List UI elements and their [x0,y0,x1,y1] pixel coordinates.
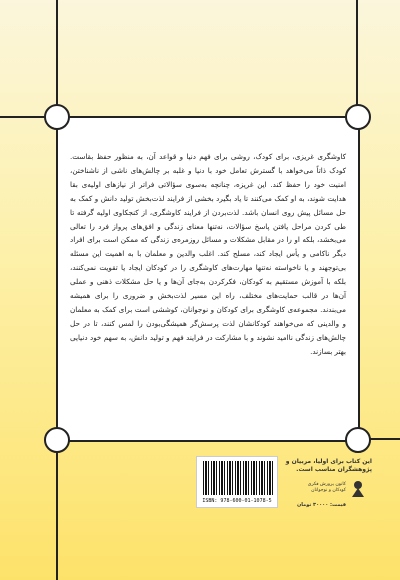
publisher-name-line2: کودکان و نوجوانان [311,488,346,493]
frame-line-top [356,0,358,120]
price-label: قیمت: ۳۰۰۰۰ تومان [297,502,346,508]
publisher-name [288,482,346,494]
back-cover-text [70,150,346,359]
isbn-number: ISBN: 978-600-01-1078-5 [202,498,272,504]
barcode [196,456,278,508]
frame-line-left-top [56,0,58,118]
corner-knob-top-right [345,104,371,130]
back-cover-footer [196,456,372,516]
frame-line-bottom [56,440,58,580]
corner-knob-top-left [44,104,70,130]
publisher-name-line1: کانون پرورش فکری [307,482,346,487]
audience-note [284,458,372,474]
corner-knob-bottom-right [345,427,371,453]
audience-note-line1: این کتاب برای اولیا، مربیان و [285,458,372,465]
publisher-block [286,480,366,514]
publisher-logo-icon [350,480,366,498]
audience-note-line2: پژوهشگران مناسب است. [296,466,372,473]
body-paragraph: کاوشگری غریزی، برای کودک، روشی برای فهم دنیا و قواعد آن، به منظور حفظ بقاست. کودک ذاتاً می‌خواهد با گسترش تعامل خود با دنیا و غلبه بر چالش‌های ناشی از ناشناختن، امنیت خود را حفظ کند. این غریزه، چنانچه به‌سوی سؤالاتی فراتر از نیازهای اولیه‌ی بقا هدایت شوند، به او کمک می‌کنند تا یاد بگیرد بخشی از فرایند لذت‌بخش تولید دانش و کمک به حل مسائل پیش روی انسان باشد. لذت‌بردن از فرایند کاوشگری، از کنجکاوی اولیه گرفته تا طی کردن مراحل یافتن پاسخ سؤالات، نه‌تنها معنای زندگی و افق‌های پرواز فرد را تعالی می‌بخشد، بلکه او را در مقابل مشکلات و مسائل روزمره‌ی زندگی که ممکن است برای افراد دیگر ناکامی و یأس ایجاد کند، مسلح کند. اغلب والدین و معلمان با به اهمیت این مسئله بی‌توجهند و یا ناخواسته نه‌تنها مهارت‌های کاوشگری را در کودکان ایجاد یا تقویت نمی‌کنند، بلکه با آموزش مستقیم به کودکان، فکرکردن به‌جای آن‌ها و یا حل مشکلات ذهنی و عملی آن‌ها در قالب حمایت‌های مختلف، راه این مسیر لذت‌بخش و ضروری را برای همیشه می‌بندند. مجموعه‌ی کاوشگری برای کودکان و نوجوانان، کوششی است برای کمک به معلمان و والدینی که می‌خواهند کودکانشان لذت پرسش‌گر همیشگی‌بودن را لمس کنند، تا در حل چالش‌های زندگی ناامید نشوند و با مشارکت در فرایند فهم و تولید دانش، به سهم خود دنیایی بهتر بسازند. [70,152,346,356]
corner-knob-bottom-left [44,427,70,453]
barcode-bars [203,461,273,495]
